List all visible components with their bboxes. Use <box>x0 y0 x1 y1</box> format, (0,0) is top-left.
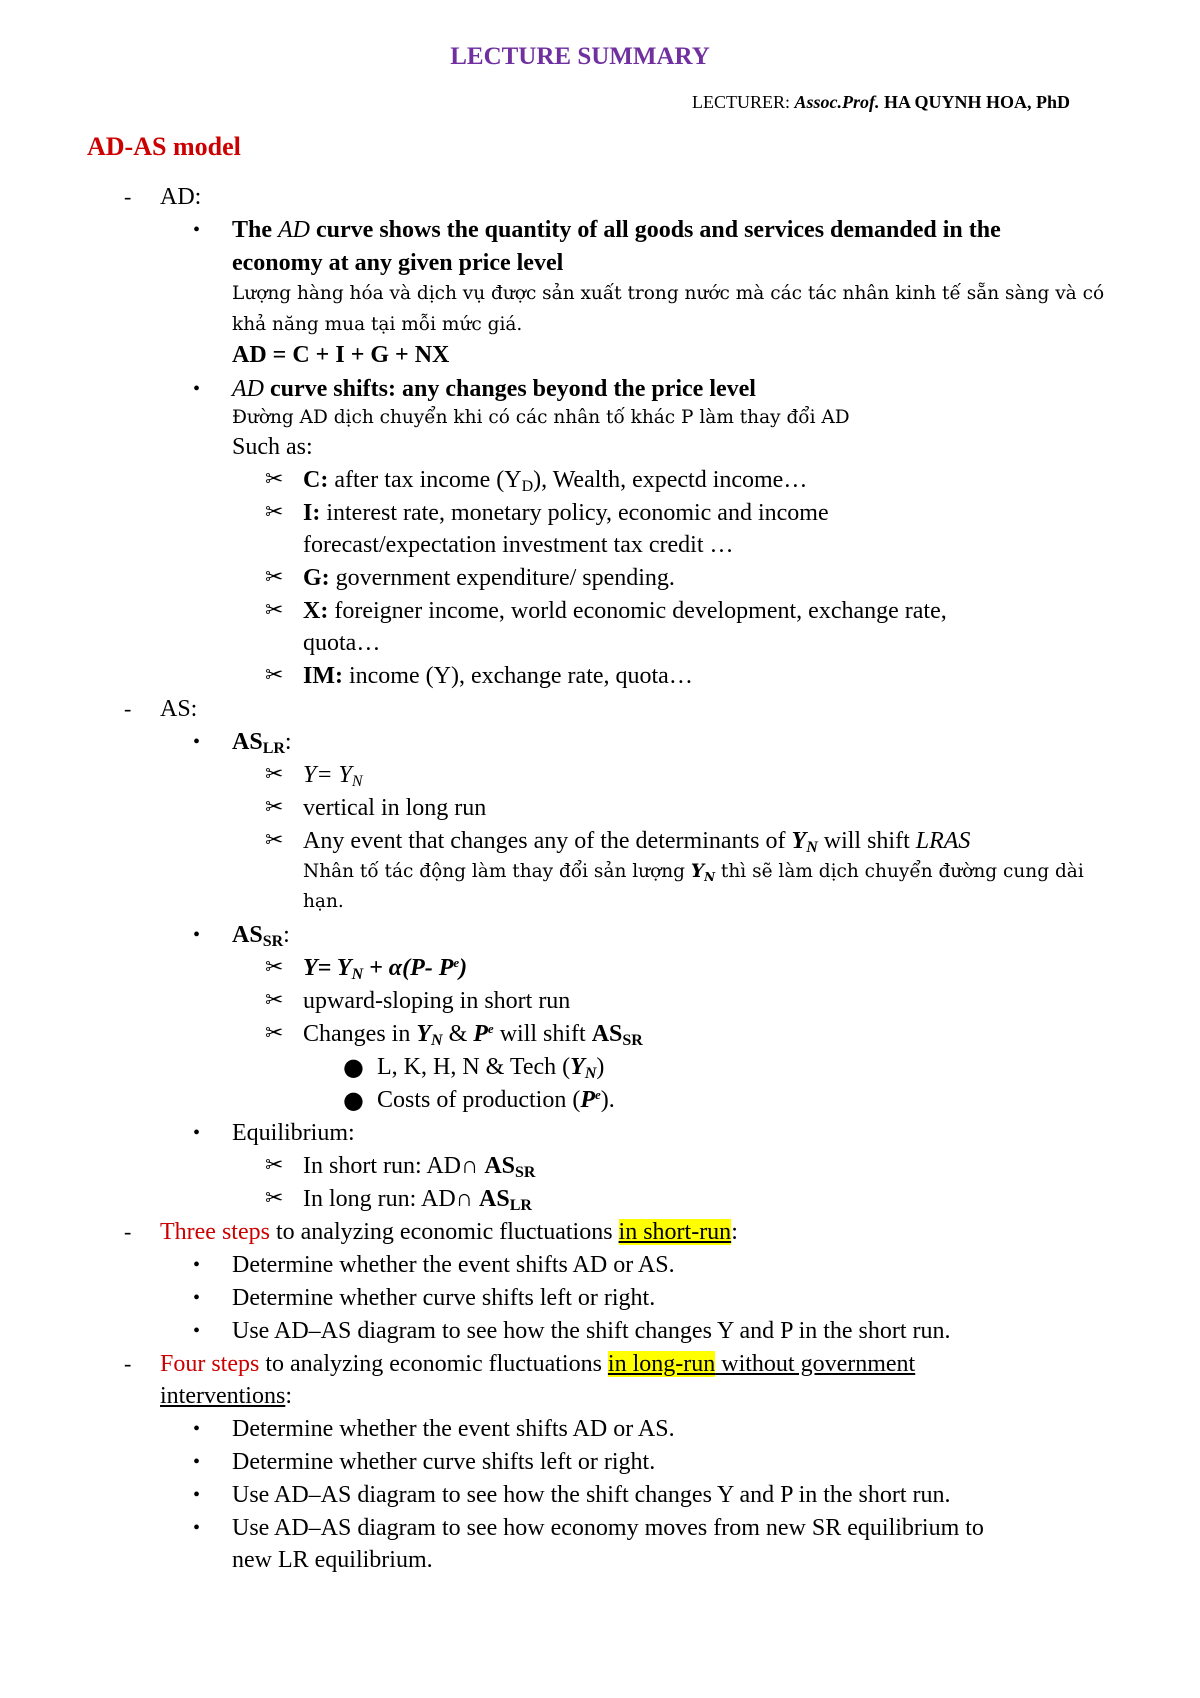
bullet-marker: • <box>193 1418 201 1440</box>
scissors-icon: ✂ <box>265 500 284 525</box>
three-steps-item: Determine whether curve shifts left or right. <box>232 1285 656 1311</box>
ad-definition-viet-line2: khả năng mua tại mỗi mức giá. <box>232 314 523 335</box>
bullet-marker: • <box>193 1320 201 1342</box>
bullet-marker: • <box>193 378 201 400</box>
section-heading: AD-AS model <box>87 132 241 161</box>
lecturer-prefix: LECTURER: <box>692 92 795 112</box>
four-steps-item-line2: new LR equilibrium. <box>232 1547 433 1573</box>
bullet-marker: • <box>193 1254 201 1276</box>
four-steps-item: Use AD–AS diagram to see how economy moves from new SR equilibrium to <box>232 1515 984 1541</box>
such-as: Such as: <box>232 434 313 460</box>
dash-marker: - <box>124 696 132 721</box>
equilibrium-label: Equilibrium: <box>232 1120 355 1146</box>
bullet-marker: • <box>193 1484 201 1506</box>
scissors-icon: ✂ <box>265 1186 284 1211</box>
ad-definition-line2: economy at any given price level <box>232 250 564 276</box>
bullet-marker: • <box>193 1287 201 1309</box>
bullet-marker: ● <box>343 1053 364 1081</box>
ad-factor-im: IM: income (Y), exchange rate, quota… <box>303 663 693 689</box>
equilibrium-short: In short run: AD∩ $AS_{SR}$ <box>303 1153 536 1181</box>
ad-label: AD: <box>160 184 202 210</box>
ad-definition-viet: Lượng hàng hóa và dịch vụ được sản xuất trong nước mà các tác nhân kinh tế sẵn sàng và có <box>232 283 1105 304</box>
equilibrium-long: In long run: AD∩ $AS_{LR}$ <box>303 1186 532 1214</box>
scissors-icon: ✂ <box>265 565 284 590</box>
ad-factor-i: I: interest rate, monetary policy, economic and income <box>303 500 829 526</box>
page-title: LECTURE SUMMARY <box>450 43 710 70</box>
ad-factor-c: C: after tax income $(Y_D)$, Wealth, expectd income… <box>303 467 808 495</box>
bullet-marker: • <box>193 1517 201 1539</box>
bullet-marker: • <box>193 219 201 241</box>
scissors-icon: ✂ <box>265 795 284 820</box>
dash-marker: - <box>124 184 132 209</box>
scissors-icon: ✂ <box>265 467 284 492</box>
ad-formula: AD = C + I + G + NX <box>232 342 450 368</box>
ad-shift: AD curve shifts: any changes beyond the price level <box>232 376 756 402</box>
ad-factor-g: G: government expenditure/ spending. <box>303 565 675 591</box>
as-lr-vertical: vertical in long run <box>303 795 487 821</box>
scissors-icon: ✂ <box>265 1021 284 1046</box>
ad-definition: The AD curve shows the quantity of all goods and services demanded in the <box>232 217 1001 243</box>
three-steps-heading: Three steps to analyzing economic fluctuations in short-run: <box>160 1219 738 1245</box>
four-steps-item: Determine whether curve shifts left or right. <box>232 1449 656 1475</box>
scissors-icon: ✂ <box>265 598 284 623</box>
as-sr-changes: Changes in $Y_N$ & $P^e$ will shift $AS_{SR}$ <box>303 1021 643 1049</box>
three-steps-item: Use AD–AS diagram to see how the shift changes Y and P in the short run. <box>232 1318 951 1344</box>
scissors-icon: ✂ <box>265 762 284 787</box>
scissors-icon: ✂ <box>265 1153 284 1178</box>
as-sr-sub-item: L, K, H, N & Tech $(Y_N)$ <box>377 1054 605 1082</box>
bullet-marker: ● <box>343 1086 364 1114</box>
ad-shift-viet: Đường AD dịch chuyển khi có các nhân tố khác P làm thay đổi AD <box>232 407 850 428</box>
bullet-marker: • <box>193 731 201 753</box>
lecturer-name: HA QUYNH HOA, PhD <box>879 92 1071 112</box>
four-steps-heading-line2: interventions: <box>160 1383 292 1409</box>
as-sr-label: $AS_{SR}$: <box>232 922 290 950</box>
ad-factor-x-line2: quota… <box>303 630 381 656</box>
as-label: AS: <box>160 696 198 722</box>
four-steps-item: Use AD–AS diagram to see how the shift changes Y and P in the short run. <box>232 1482 951 1508</box>
bullet-marker: • <box>193 1451 201 1473</box>
as-lr-label: $AS_{LR}$: <box>232 729 292 757</box>
four-steps-heading: Four steps to analyzing economic fluctuations in long-run without government <box>160 1351 916 1377</box>
bullet-marker: • <box>193 1122 201 1144</box>
lecturer-title: Assoc.Prof. <box>794 92 880 112</box>
scissors-icon: ✂ <box>265 663 284 688</box>
as-sr-upward: upward-sloping in short run <box>303 988 571 1014</box>
dash-marker: - <box>124 1351 132 1376</box>
as-sr-equation: $Y= Y_N + \alpha(P-$ $P^e$) <box>303 955 468 983</box>
as-lr-event: Any event that changes any of the determinants of $Y_N$ will shift LRAS <box>303 828 971 856</box>
as-sr-sub-item: Costs of production $(P^e)$. <box>377 1087 615 1113</box>
bullet-marker: • <box>193 924 201 946</box>
scissors-icon: ✂ <box>265 955 284 980</box>
four-steps-item: Determine whether the event shifts AD or AS. <box>232 1416 675 1442</box>
as-lr-viet: Nhân tố tác động làm thay đổi sản lượng $Y_N$ thì sẽ làm dịch chuyển đường cung dài <box>303 861 1084 884</box>
dash-marker: - <box>124 1219 132 1244</box>
three-steps-item: Determine whether the event shifts AD or AS. <box>232 1252 675 1278</box>
lecturer-line <box>692 88 1070 116</box>
as-lr-viet-line2: hạn. <box>303 891 344 912</box>
ad-factor-i-line2: forecast/expectation investment tax credit … <box>303 532 734 558</box>
ad-factor-x: X: foreigner income, world economic development, exchange rate, <box>303 598 947 624</box>
as-lr-equation: $Y= Y_N$ <box>303 762 363 790</box>
scissors-icon: ✂ <box>265 988 284 1013</box>
scissors-icon: ✂ <box>265 828 284 853</box>
